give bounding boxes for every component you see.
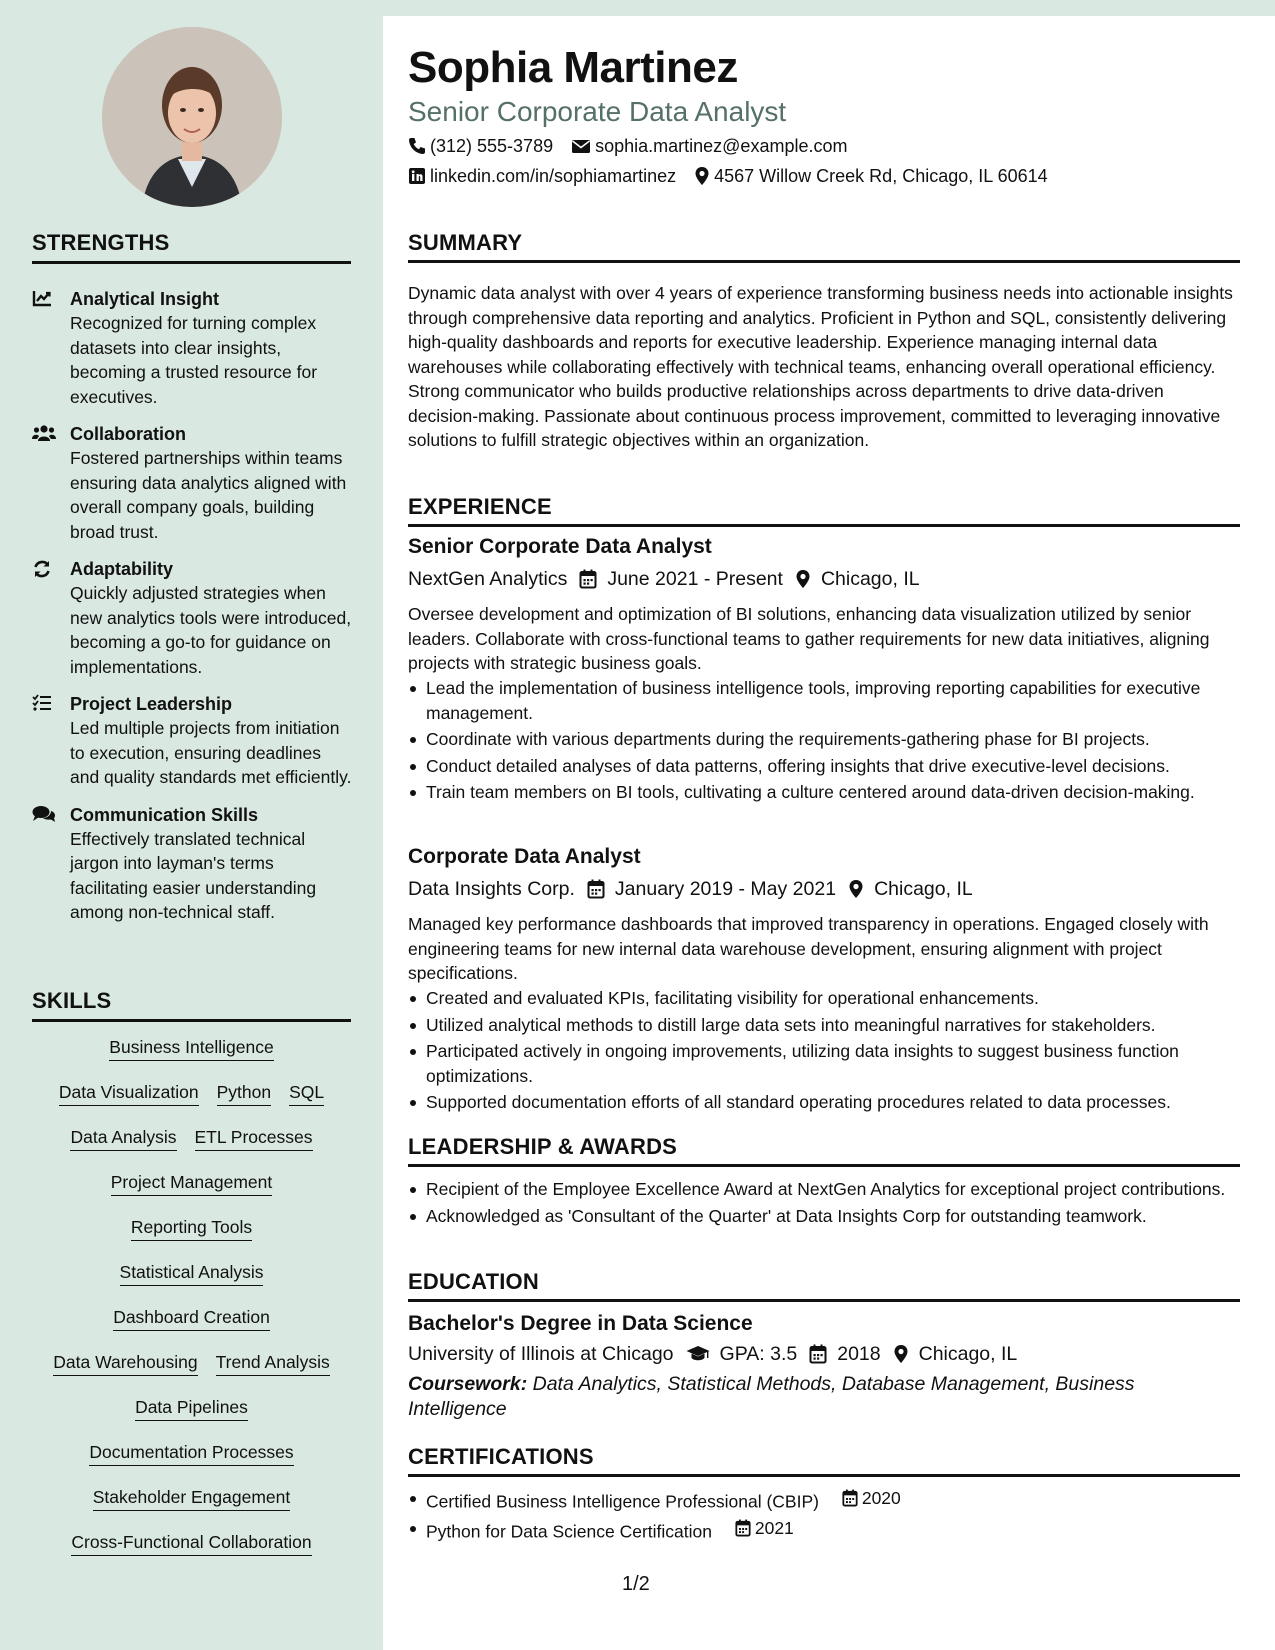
job-meta [408, 565, 932, 593]
skill-tag: Data Pipelines [135, 1395, 248, 1421]
chart-line-icon [32, 287, 70, 409]
job-bullets [408, 986, 1238, 1117]
linkedin-icon [408, 167, 426, 185]
strength-title: Project Leadership [70, 694, 233, 714]
skill-tag: SQL [289, 1080, 324, 1106]
address-text: 4567 Willow Creek Rd, Chicago, IL 60614 [714, 166, 1048, 186]
education-meta [408, 1340, 1029, 1368]
phone-text: (312) 555-3789 [430, 136, 554, 156]
skill-tag: Business Intelligence [109, 1035, 273, 1061]
skill-tag: Reporting Tools [131, 1215, 252, 1241]
job-description: Oversee development and optimization of BI solutions, enhancing data visualization utilized by senior leaders. Collaborate with cross-functional teams to gather requirements for new data initiatives, aligning projects with strategic business goals. [408, 604, 1210, 673]
candidate-title: Senior Corporate Data Analyst [408, 96, 787, 127]
graduation-cap-icon [686, 1345, 710, 1363]
awards-heading: LEADERSHIP & AWARDS [408, 1134, 1240, 1167]
job-bullets [408, 676, 1238, 807]
skill-row [32, 1440, 351, 1485]
sidebar [0, 0, 383, 1650]
job-company: NextGen Analytics [408, 568, 568, 590]
job-dates: January 2019 - May 2021 [614, 878, 837, 900]
list-item: Conduct detailed analyses of data patterns, offering insights that drive executive-level decisions. [408, 754, 1238, 779]
calendar-icon [842, 1489, 858, 1507]
list-item: Created and evaluated KPIs, facilitating visibility for operational enhancements. [408, 986, 1238, 1011]
strength-title: Communication Skills [70, 804, 259, 825]
list-item [408, 1516, 1238, 1544]
list-item: Lead the implementation of business intelligence tools, improving reporting capabilities for executive management. [408, 676, 1238, 725]
contact-line [408, 164, 1066, 188]
phone-icon [408, 137, 426, 155]
envelope-icon [571, 138, 591, 154]
job-location: Chicago, IL [874, 878, 973, 900]
skill-tag: Statistical Analysis [120, 1260, 264, 1286]
experience-heading: EXPERIENCE [408, 494, 1240, 527]
strength-title: Collaboration [70, 424, 186, 444]
cert-name: Certified Business Intelligence Professional (CBIP) [426, 1491, 819, 1512]
skill-tag: Dashboard Creation [113, 1305, 270, 1331]
map-marker-icon [848, 879, 864, 899]
job-location: Chicago, IL [820, 568, 920, 590]
skill-tag: Data Warehousing [53, 1350, 197, 1376]
cert-name: Python for Data Science Certification [426, 1521, 712, 1541]
map-marker-icon [893, 1344, 909, 1364]
skill-row [32, 1125, 351, 1170]
skill-row [32, 1350, 351, 1395]
skill-row [32, 1080, 351, 1125]
skill-tag: Cross-Functional Collaboration [71, 1530, 311, 1556]
skill-tag: Stakeholder Engagement [93, 1485, 291, 1511]
cert-year: 2020 [861, 1488, 901, 1508]
calendar-icon [587, 879, 605, 899]
skill-tag: Data Analysis [70, 1125, 176, 1151]
certifications-list [408, 1486, 1238, 1546]
list-item: Coordinate with various departments during the requirements-gathering phase for BI projects. [408, 727, 1238, 752]
skill-row [32, 1395, 351, 1440]
certifications-heading: CERTIFICATIONS [408, 1444, 1240, 1477]
job-dates: June 2021 - Present [607, 568, 783, 590]
strength-desc: Led multiple projects from initiation to execution, ensuring deadlines and quality standards met efficiently. [70, 718, 352, 787]
education-school: University of Illinois at Chicago [408, 1343, 674, 1365]
calendar-icon [735, 1519, 751, 1537]
calendar-icon [809, 1344, 827, 1364]
education-location: Chicago, IL [918, 1343, 1018, 1365]
awards-list [408, 1177, 1238, 1230]
list-item: Acknowledged as 'Consultant of the Quarter' at Data Insights Corp for outstanding teamwork. [408, 1204, 1238, 1229]
skill-tag: Python [217, 1080, 271, 1106]
skill-tag: Documentation Processes [89, 1440, 293, 1466]
cert-year: 2021 [754, 1517, 794, 1538]
summary-text: Dynamic data analyst with over 4 years of experience transforming business needs into actionable insights through comprehensive data reporting and analytics. Proficient in Python and SQL, consistently delivering high-quality dashboards and reports for executive leadership. Experience managing internal data warehouses while collaborating effectively with technical teams, enhancing overall operational efficiency. Strong communicator who builds productive relationships across departments to drive data-driven decision-making. Passionate about continuous process improvement, committed to leveraging innovative solutions to fulfill strategic objectives within an organization. [408, 283, 1233, 450]
list-item: Participated actively in ongoing improvements, utilizing data insights to suggest business function optimizations. [408, 1039, 1238, 1088]
users-icon [32, 422, 70, 544]
coursework [408, 1372, 1238, 1422]
skill-tag: Data Visualization [59, 1080, 199, 1106]
strength-item [32, 557, 352, 679]
skills-list [32, 1035, 351, 1575]
coursework-text: Data Analytics, Statistical Methods, Database Management, Business Intelligence [408, 1373, 1135, 1420]
list-item: Train team members on BI tools, cultivating a culture centered around data-driven decision-making. [408, 780, 1238, 805]
skill-row [32, 1305, 351, 1350]
job-role: Corporate Data Analyst [408, 845, 641, 868]
strength-item [32, 422, 352, 544]
summary-heading: SUMMARY [408, 230, 1240, 263]
strength-desc: Effectively translated technical jargon into layman's terms facilitating easier understanding among non-technical staff. [70, 828, 317, 922]
strengths-heading: STRENGTHS [32, 230, 351, 264]
skill-row [32, 1260, 351, 1305]
skill-row [32, 1215, 351, 1260]
strengths-list [32, 287, 352, 938]
education-heading: EDUCATION [408, 1269, 1240, 1302]
contact-line [408, 134, 865, 158]
coursework-label: Coursework: [408, 1373, 528, 1395]
list-item [408, 1486, 1238, 1514]
candidate-name: Sophia Martinez [408, 43, 738, 92]
job-description: Managed key performance dashboards that improved transparency in operations. Engaged closely with engineering teams for new internal data warehouse development, ensuring alignment with project specifications. [408, 914, 1209, 983]
skill-tag: ETL Processes [195, 1125, 313, 1151]
strength-desc: Quickly adjusted strategies when new analytics tools were introduced, becoming a go-to for guidance on implementations. [70, 583, 352, 677]
map-marker-icon [795, 569, 811, 589]
strength-title: Adaptability [70, 559, 174, 579]
skill-row [32, 1170, 351, 1215]
skill-row [32, 1530, 351, 1575]
strength-title: Analytical Insight [70, 289, 220, 309]
comments-icon [32, 803, 70, 925]
strength-item [32, 287, 352, 409]
list-item: Recipient of the Employee Excellence Award at NextGen Analytics for exceptional project contributions. [408, 1177, 1238, 1202]
skills-heading: SKILLS [32, 988, 351, 1022]
skill-tag: Trend Analysis [216, 1350, 330, 1376]
map-marker-icon [694, 166, 710, 186]
skill-row [32, 1035, 351, 1080]
tasks-icon [32, 692, 70, 790]
education-degree: Bachelor's Degree in Data Science [408, 1312, 753, 1335]
calendar-icon [579, 569, 597, 589]
strength-desc: Fostered partnerships within teams ensuring data analytics aligned with overall company goals, building broad trust. [70, 448, 347, 542]
sync-icon [32, 557, 70, 679]
education-year: 2018 [837, 1343, 881, 1365]
strength-item [32, 803, 352, 925]
strength-desc: Recognized for turning complex datasets into clear insights, becoming a trusted resource for executives. [70, 313, 318, 407]
linkedin-text: linkedin.com/in/sophiamartinez [430, 166, 677, 186]
avatar [102, 27, 282, 207]
job-company: Data Insights Corp. [408, 878, 575, 900]
education-gpa: GPA: 3.5 [719, 1343, 798, 1365]
email-text: sophia.martinez@example.com [595, 136, 848, 156]
job-meta [408, 875, 985, 903]
list-item: Utilized analytical methods to distill large data sets into meaningful narratives for stakeholders. [408, 1013, 1238, 1038]
strength-item [32, 692, 352, 790]
job-role: Senior Corporate Data Analyst [408, 535, 712, 558]
list-item: Supported documentation efforts of all standard operating procedures related to data processes. [408, 1090, 1238, 1115]
page-number: 1/2 [622, 1573, 650, 1595]
skill-row [32, 1485, 351, 1530]
skill-tag: Project Management [111, 1170, 272, 1196]
